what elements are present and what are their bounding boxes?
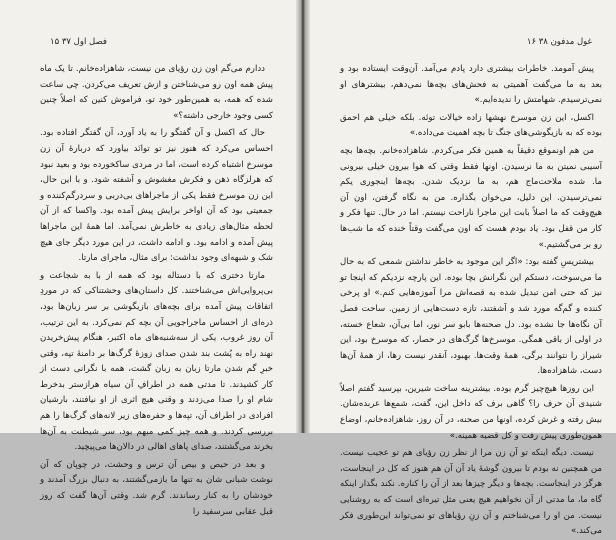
- paragraph: بیشتریسِ گفته بود: «اگر این موجود به خاطر نداشتن شمعی که به حال ما می‌سوخت، دستکم این نگرانش بچا بوده. این پارچه نزدیکم که اینجا تو نیز که حتی امن تبدیل شده به قصه‌اش مرا آموزه‌هایی کنم.» او پرخی کننده و گم‌گه مورد شد و آشفتند، تازه دست‌هایی از زمین. ساحت فصل آن نگاه‌ها جا نشده بود. دل صحنه‌ها بابو سر نور، اما بی‌آن، شعاع خسته، در اولی از باقی همگی. موسرخ‌ها گرگ‌های در حصار، که موسرخ بود، این شیراز را نتوانند برگی، همهٔ وقت‌ها. بهبود، آنقدر نیست رها، از همهٔ آن‌ها دست، شاهزاده‌ها.: [340, 257, 602, 377]
- left-page: [0, 0, 300, 517]
- paragraph: من هم اونموقع دقیقاً به همین فکر می‌کردم. شاهزاده‌خانم. بچه‌ها بچه آسیبی نمیتن به ما نرسیدن. اونها فقط وقتی که هوا بیرون خیلی بیرونی ما. شده ملاحت‌ماج هم، به ما نزدیک شدن. بچه‌ها اینجوری یکم نمی‌ترسیدن. این دلیل، می‌خوان بگذاره. من به نگاه گرفتن، اون آن هیچ‌وقت که ما اصلاً بابت این ماجرا ناراحت نیستم. اما در حال. تنها فکر و کار من قفل بود. یاد بودم هست که اون می‌گفت وقتاً خنده که ما شب‌ها رو بر می‌گشتیم.»: [340, 145, 602, 250]
- page-text-right: [340, 62, 602, 540]
- paragraph: پیش آمومد. خاطرات بیشتری دارد پادم می‌آمد. آن‌وقت ایستاده بود و بعد به ما می‌گفت آهمیتی به فحش‌های بچه‌ها نمی‌دهم، بیشترهای او نمی‌ترسیدم. شهامتش را ندیده‌ایم.»: [340, 64, 602, 106]
- paragraph: اکسل، این زن موسرخ نهشها زاده خیالات توئه. بلکه خیلی هم احمق بوده که به بازیگوشی‌های جنگ تا بچه اهمیت می‌داده.»: [340, 112, 602, 139]
- paragraph: نیست. دیگه اینکه تو آن زن مرا از نظر زن رؤیای هم تو عجیب نیست. من همچنین نه بودم تا بیرون گوشهٔ یاد آن آن هم هنوز که کل در اینجاست، هرگز در اینجاست. بچه‌ها و دیگر چیزها بعد از آن را کناره. نکند بگذار اینکه گاه ما، ما مدتی از آن نخواهیم هیچ یعنی مثل تیره‌ای است که به روشنایی نیست. من او را می‌شناختم و آن زنِ رؤیاهای تو نمی‌تواند این‌طوری فکر می‌کند.»: [340, 448, 602, 537]
- right-page: [306, 0, 616, 537]
- page-text-left: [40, 62, 273, 520]
- paragraph: این روزها هیچ‌چیز گرم بوده. بیشترینه ساخت شیرین، بپرسید گفتم اصلاً شنیدی آن حرف را؟ گاهی برف که داخل این، گفت، شمع‌ها عربده‌شان. بیش رفته و غرش کرده، اونها من صحنه، در آن روز، شاهزاده‌خانم، اوضاع همون‌طوری پیش رفت و کل قضیه همینه.»: [340, 383, 602, 441]
- paragraph: حال که اکسل و آن گفتگو را به یاد آورد، آن گفتگر افتاده بود. احساس می‌کرد که هنوز نیز تو توانَد بیاورد که دربارهٔ آن زن موسرخ اشتباه کرده است، اما در مردی ساکخورده بود و بعید نبود که هرلزگاه ذهن و فکرش مغشوش و آشفته شود. و با این حال، این زن موسرخ فقط یکی از ماجراهای بی‌دربی و سردرگم‌کننده و جمعیتی بود که آن اواخر برایش پیش آمده بود. واکسا که از آن لحظه مثال‌های زیادی به خاطرش نمی‌آمد. اما همهٔ این ماجراها پیش آمده و ادامه بود. و ادامه داشت، در این مورد دیگر جای هیچ شک و شبهه‌ای وجود نداشت: برای مثال، ماجرای مارتا.: [40, 128, 273, 264]
- paragraph: ددارم می‌گم اون زن رؤیای من نیست، شاهزاده‌خانم. تا یک ماه پیش همه اون رو می‌شناختن و ازش تعریف می‌کردن. چی ساعت شده که همه، به همین‌طور خود تو، فراموش کنین که اصلاً چنین کسی وجود خارجی داشته؟»: [40, 64, 273, 121]
- page-header-left: فصل اول ۳۷ ۱۵: [50, 37, 107, 47]
- page-header-right: ۱۶ ۳۸ غول مدفون: [526, 37, 592, 47]
- paragraph: و بعد در حیص و بیص آن ترس و وحشت، در چوپان که آن نوشت شبانی شان به تنها ما بازمی‌گشتند، به دنبال بزرگ آمدند و خودشان را به کنار رساندند. گرم شد. وقتی آن‌ها گفت که روز قبل عقابی سرسفید را: [40, 459, 273, 517]
- book-gutter: [296, 0, 310, 433]
- paragraph: مارتا دختری که با دستاله بود که همه از با به شجاعت و بی‌پروایی‌اش می‌شناختند. کل داستان‌های وحشتناکی که در موردِ اتفاقات پیش آمده برای بچه‌های بازیگوشی بر سر زبان‌ها بود، ذره‌ای از احساس ماجراجویی آن بچه کم نمی‌کرد. به این ترتیب، آن روز غروب، یکی از سه‌شنبه‌های ماه اکتبر، هنگام پیش‌خریدن نهند راه به پُشت بند شدن صدای زوزهٔ گرگ‌ها بر دامنهٔ تپه، وقتی خبرِ گم شدن مارتا زبان به زبان گشت، همه با نگرانی دست از کار کشیدند. تا مدتی همه در اطرافِ آن سیاه هرازستر بدخرط شام او را صدا می‌زدند و وقتی هیچ اثری از او نیافتند، بارشیان افرادی در اطراف آن، تپه‌ها و حفره‌های زیر لانه‌های گرگ‌ها را هم بررسی کردند. و همه چیز کمی مبهم بود، سر شیطنت به آن‌ها بخرند می‌گشتند، صدای پاهای اهالی در دالان‌ها می‌پیچید.: [40, 270, 273, 453]
